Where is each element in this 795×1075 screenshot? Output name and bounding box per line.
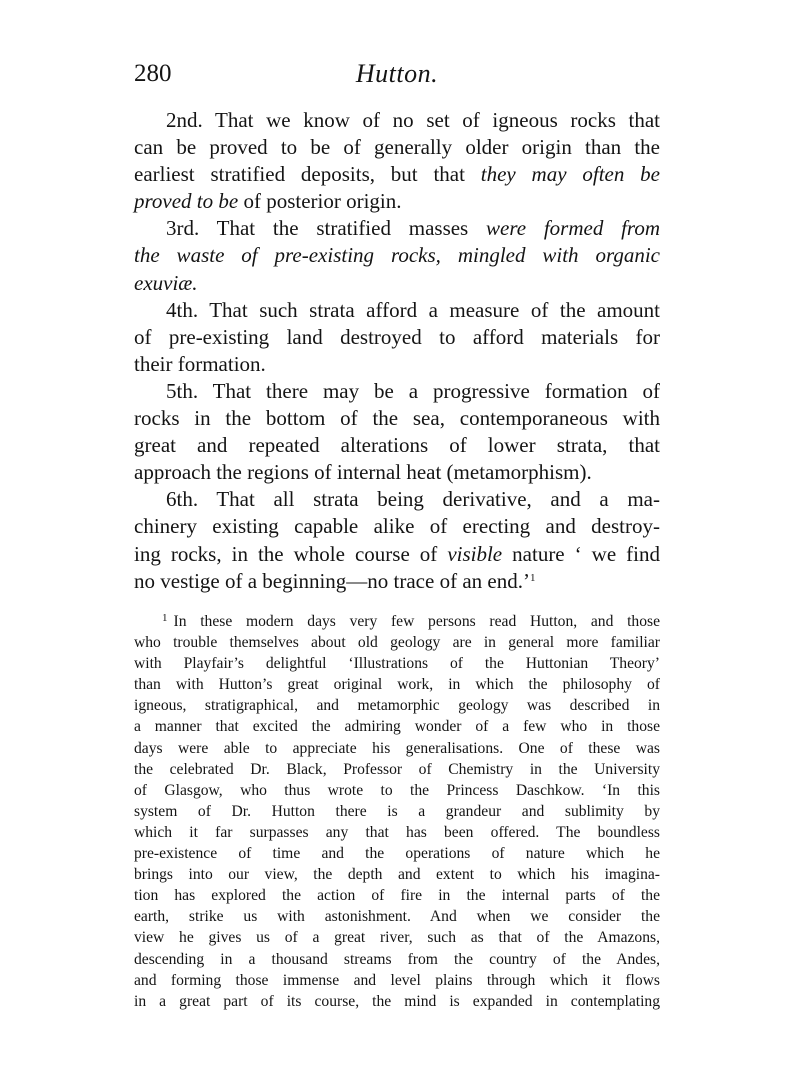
paragraph-3rd: [134, 215, 660, 296]
text-line: 4th. That such strata afford a measure of the amount: [166, 297, 660, 322]
text-line: [134, 541, 660, 568]
footnote-line: who trouble themselves about old geology are in general more familiar: [134, 634, 660, 652]
text-line: 6th. That all strata being derivative, and a ma-: [166, 487, 660, 512]
paragraph-2nd: [134, 107, 660, 215]
page-number: 280: [134, 60, 172, 87]
footnote-line: system of Dr. Hutton there is a grandeur and sublimity by: [134, 802, 660, 820]
text-line: [134, 161, 660, 188]
italic-run: were formed from: [486, 216, 660, 241]
text-line: [134, 242, 660, 269]
footnote-line: pre-existence of time and the operations of nature which he: [134, 845, 660, 863]
italic-run: visible: [447, 541, 503, 566]
footnote-line: and forming those immense and level plains through which it flows: [134, 971, 660, 989]
main-text: [134, 107, 660, 595]
italic-run: the waste of pre-existing rocks, mingled with organic: [134, 243, 660, 268]
footnote: [134, 608, 660, 1012]
footnote-line: the celebrated Dr. Black, Professor of Chemistry in the University: [134, 760, 660, 778]
text-run: ing rocks, in the whole course of: [134, 541, 448, 566]
footnote-line: which it far surpasses any that has been offered. The boundless: [134, 823, 660, 841]
text-line: of pre-existing land destroyed to afford materials for: [134, 324, 660, 349]
running-head: Hutton.: [355, 59, 439, 88]
text-line: great and repeated alterations of lower strata, that: [134, 433, 660, 458]
footnote-line: [134, 608, 660, 632]
text-line: 5th. That there may be a progressive formation of: [166, 378, 660, 403]
text-line: 2nd. That we know of no set of igneous rocks that: [166, 108, 660, 132]
italic-run: they may often be: [480, 162, 660, 187]
footnote-line: view he gives us of a great river, such as that of the Amazons,: [134, 929, 660, 947]
text-line: rocks in the bottom of the sea, contemporaneous with: [134, 406, 660, 431]
text-run: of posterior origin.: [238, 189, 402, 214]
italic-run: proved to be: [134, 189, 239, 214]
footnote-reference[interactable]: 1: [529, 571, 536, 584]
footnote-line: igneous, stratigraphical, and metamorphic geology was described in: [134, 697, 660, 715]
page-header: [134, 58, 660, 98]
paragraph-4th: [134, 297, 660, 378]
footnote-line: of Glasgow, who thus wrote to the Princess Daschkow. ‘In this: [134, 781, 660, 799]
text-line: [134, 568, 660, 595]
footnote-line: tion has explored the action of fire in the internal parts of the: [134, 887, 660, 905]
italic-run: exuviæ.: [134, 270, 198, 295]
footnote-line: in a great part of its course, the mind is expanded in contemplating: [134, 992, 660, 1010]
text-run: nature ‘ we find: [502, 541, 660, 566]
text-line: chinery existing capable alike of erecting and destroy-: [134, 514, 660, 539]
paragraph-5th: [134, 378, 660, 486]
text-run: 3rd. That the stratified masses: [166, 216, 487, 241]
text-line: [134, 270, 660, 297]
footnote-text: In these modern days very few persons read Hutton, and those: [173, 613, 660, 630]
text-line: can be proved to be of generally older origin than the: [134, 135, 660, 160]
footnote-line: days were able to appreciate his generalisations. One of these was: [134, 739, 660, 757]
text-line: their formation.: [134, 351, 266, 376]
footnote-line: with Playfair’s delightful ‘Illustrations of the Huttonian Theory’: [134, 655, 660, 673]
text-run: earliest stratified deposits, but that: [134, 162, 481, 187]
paragraph-6th: [134, 486, 660, 594]
footnote-line: than with Hutton’s great original work, in which the philosophy of: [134, 676, 660, 694]
footnote-line: a manner that excited the admiring wonder of a few who in those: [134, 718, 660, 736]
footnote-line: brings into our view, the depth and extent to which his imagina-: [134, 866, 660, 884]
text-line: [134, 215, 660, 242]
footnote-line: descending in a thousand streams from the country of the Andes,: [134, 950, 660, 968]
text-line: [134, 188, 660, 215]
text-run: no vestige of a beginning—no trace of an end.’: [134, 568, 530, 593]
text-line: approach the regions of internal heat (metamorphism).: [134, 460, 592, 485]
footnote-marker: 1: [162, 612, 168, 624]
footnote-line: earth, strike us with astonishment. And when we consider the: [134, 908, 660, 926]
